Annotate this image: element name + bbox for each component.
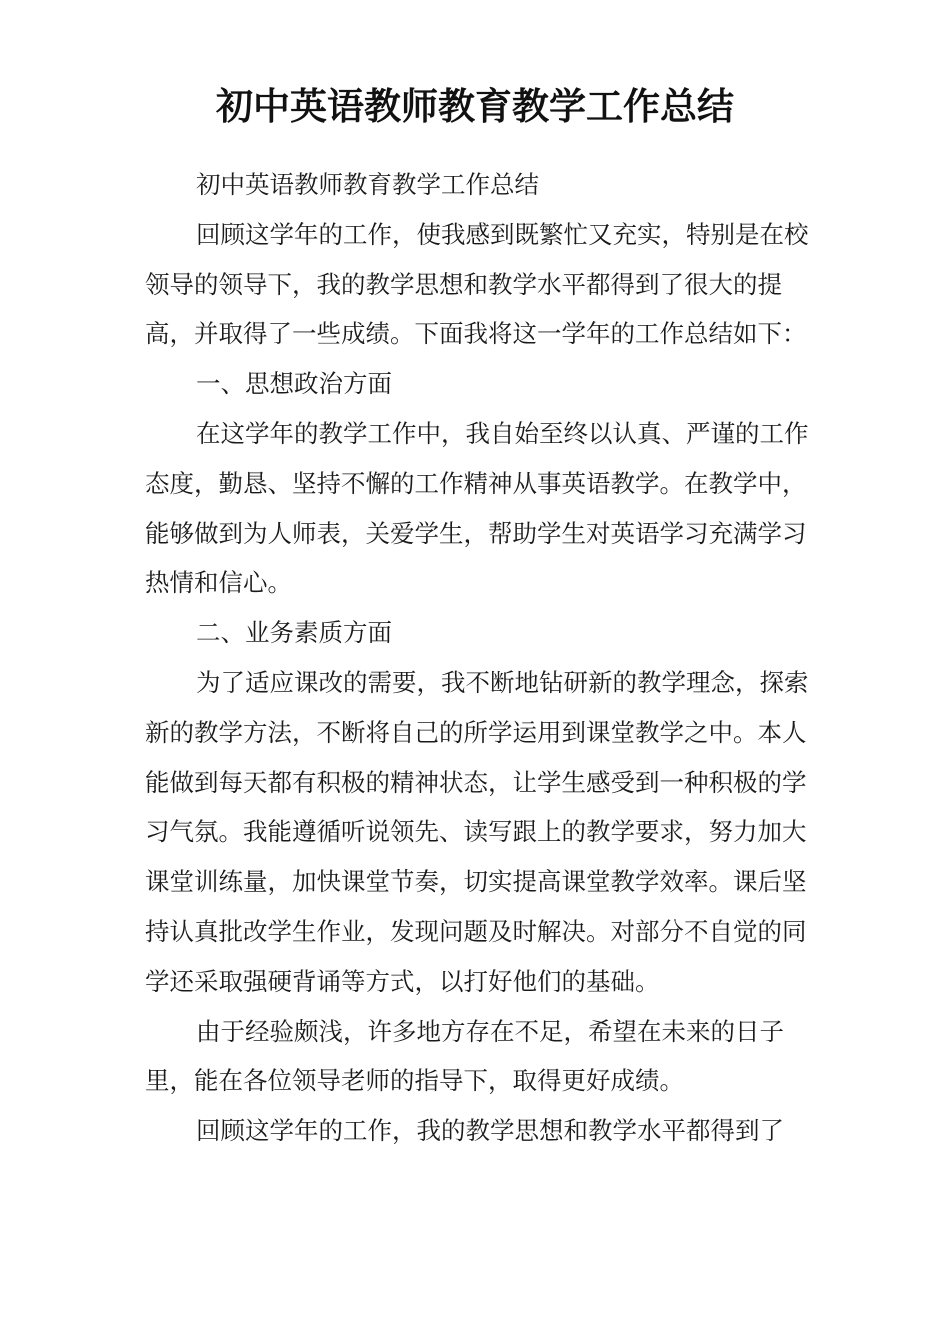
paragraph-subtitle: 初中英语教师教育教学工作总结 [196, 170, 539, 199]
paragraph-professional: 为了适应课改的需要，我不断地钻研新的教学理念，探索新的教学方法，不断将自己的所学运用到课堂教学之中。本人能做到每天都有积极的精神状态，让学生感受到一种积极的学习气氛。我能遵循听说领先、读写跟上的教学要求，努力加大课堂训练量，加快课堂节奏，切实提高课堂教学效率。课后坚持认真批改学生作业，发现问题及时解决。对部分不自觉的同学还采取强硬背诵等方式，以打好他们的基础。 [145, 667, 809, 996]
paragraph-intro: 回顾这学年的工作，使我感到既繁忙又充实，特别是在校领导的领导下，我的教学思想和教学水平都得到了很大的提高，并取得了一些成绩。下面我将这一学年的工作总结如下： [145, 219, 809, 349]
document-body [145, 160, 815, 1156]
section-heading-professional: 二、业务素质方面 [196, 618, 392, 648]
document-title: 初中英语教师教育教学工作总结 [216, 84, 734, 128]
paragraph-review: 回顾这学年的工作，我的教学思想和教学水平都得到了 [196, 1116, 784, 1146]
section-heading-ideology: 一、思想政治方面 [196, 369, 392, 399]
paragraph-outlook: 由于经验颇浅，许多地方存在不足，希望在未来的日子里，能在各位领导老师的指导下，取得更好成绩。 [145, 1016, 784, 1096]
paragraph-ideology: 在这学年的教学工作中，我自始至终以认真、严谨的工作态度，勤恳、坚持不懈的工作精神从事英语教学。在教学中，能够做到为人师表，关爱学生，帮助学生对英语学习充满学习热情和信心。 [145, 418, 809, 598]
